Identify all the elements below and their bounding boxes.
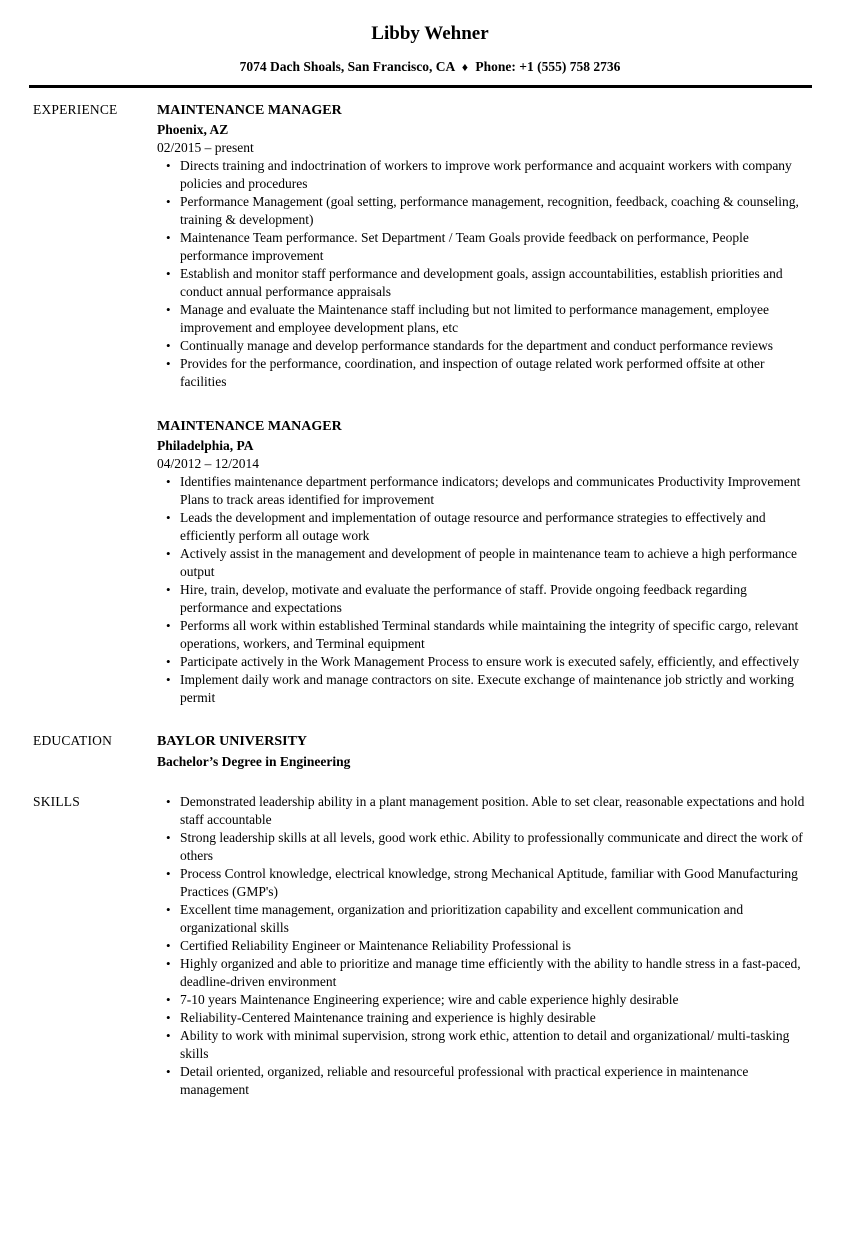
list-item: • Implement daily work and manage contractors on site. Execute exchange of maintenance job strictly and working permit [157, 671, 812, 707]
list-item: • Excellent time management, organization and prioritization capability and excellent communication and organizational skills [157, 901, 812, 937]
school-name: BAYLOR UNIVERSITY [157, 734, 308, 749]
list-item: • Leads the development and implementation of outage resource and performance strategies to effectively and efficiently perform all outage work [157, 509, 812, 545]
list-item: • Strong leadership skills at all levels, good work ethic. Ability to professionally communicate and direct the work of others [157, 829, 812, 865]
diamond-separator-icon: ♦ [461, 60, 469, 74]
skills-content [157, 793, 812, 1099]
list-item: • Performs all work within established Terminal standards while maintaining the integrity of specific cargo, relevant operations, workers, and Terminal equipment [157, 617, 812, 653]
job-title: MAINTENANCE MANAGER [157, 419, 342, 434]
contact-phone: Phone: +1 (555) 758 2736 [475, 59, 621, 74]
contact-line [0, 58, 860, 76]
list-item: • Reliability-Centered Maintenance training and experience is highly desirable [157, 1009, 812, 1027]
list-item: • Certified Reliability Engineer or Maintenance Reliability Professional is [157, 937, 812, 955]
skills-section-label: SKILLS [33, 794, 80, 809]
list-item: • 7-10 years Maintenance Engineering experience; wire and cable experience highly desirable [157, 991, 812, 1009]
job-location: Philadelphia, PA [157, 438, 254, 453]
resume-header [0, 0, 860, 76]
skills-bullet-list [157, 793, 812, 1099]
list-item: • Demonstrated leadership ability in a plant management position. Able to set clear, reasonable expectations and hold staff accountable [157, 793, 812, 829]
list-item: • Detail oriented, organized, reliable and resourceful professional with practical experience in maintenance management [157, 1063, 812, 1099]
list-item: • Continually manage and develop performance standards for the department and conduct performance reviews [157, 337, 812, 355]
job-dates: 02/2015 – present [157, 140, 254, 155]
education-section [0, 732, 860, 772]
list-item: • Hire, train, develop, motivate and evaluate the performance of staff. Provide ongoing feedback regarding performance and expectations [157, 581, 812, 617]
list-item: • Manage and evaluate the Maintenance staff including but not limited to performance management, employee improvement and employee development plans, etc [157, 301, 812, 337]
education-content [157, 732, 812, 772]
list-item: • Highly organized and able to prioritize and manage time efficiently with the ability to handle stress in a fast-paced, deadline-driven environment [157, 955, 812, 991]
job-entry [157, 101, 812, 391]
job-bullet-list [157, 473, 812, 707]
job-title: MAINTENANCE MANAGER [157, 103, 342, 118]
experience-section-label: EXPERIENCE [33, 102, 118, 117]
header-divider [29, 85, 812, 88]
degree-name: Bachelor’s Degree in Engineering [157, 754, 351, 769]
list-item: • Maintenance Team performance. Set Department / Team Goals provide feedback on performance, People performance improvement [157, 229, 812, 265]
list-item: • Establish and monitor staff performance and development goals, assign accountabilities, establish priorities and conduct annual performance appraisals [157, 265, 812, 301]
list-item: • Provides for the performance, coordination, and inspection of outage related work performed offsite at other facilities [157, 355, 812, 391]
list-item: • Identifies maintenance department performance indicators; develops and communicates Productivity Improvement Plans to track areas identified for improvement [157, 473, 812, 509]
job-bullet-list [157, 157, 812, 391]
list-item: • Process Control knowledge, electrical knowledge, strong Mechanical Aptitude, familiar with Good Manufacturing Practices (GMP's) [157, 865, 812, 901]
list-item: • Actively assist in the management and development of people in maintenance team to achieve a high performance output [157, 545, 812, 581]
candidate-name: Libby Wehner [371, 23, 489, 44]
list-item: • Participate actively in the Work Management Process to ensure work is executed safely, efficiently, and effectively [157, 653, 812, 671]
list-item: • Ability to work with minimal supervision, strong work ethic, attention to detail and organizational/ multi-tasking skills [157, 1027, 812, 1063]
list-item: • Performance Management (goal setting, performance management, recognition, feedback, coaching & counseling, training & development) [157, 193, 812, 229]
job-dates: 04/2012 – 12/2014 [157, 456, 260, 471]
resume-body [0, 101, 860, 1099]
job-entry [157, 417, 812, 707]
skills-section [0, 793, 860, 1099]
experience-section [0, 101, 860, 707]
contact-address: 7074 Dach Shoals, San Francisco, CA [239, 59, 455, 74]
job-location: Phoenix, AZ [157, 122, 229, 137]
education-section-label: EDUCATION [33, 733, 113, 748]
experience-content [157, 101, 812, 707]
list-item: • Directs training and indoctrination of workers to improve work performance and acquaint workers with company policies and procedures [157, 157, 812, 193]
